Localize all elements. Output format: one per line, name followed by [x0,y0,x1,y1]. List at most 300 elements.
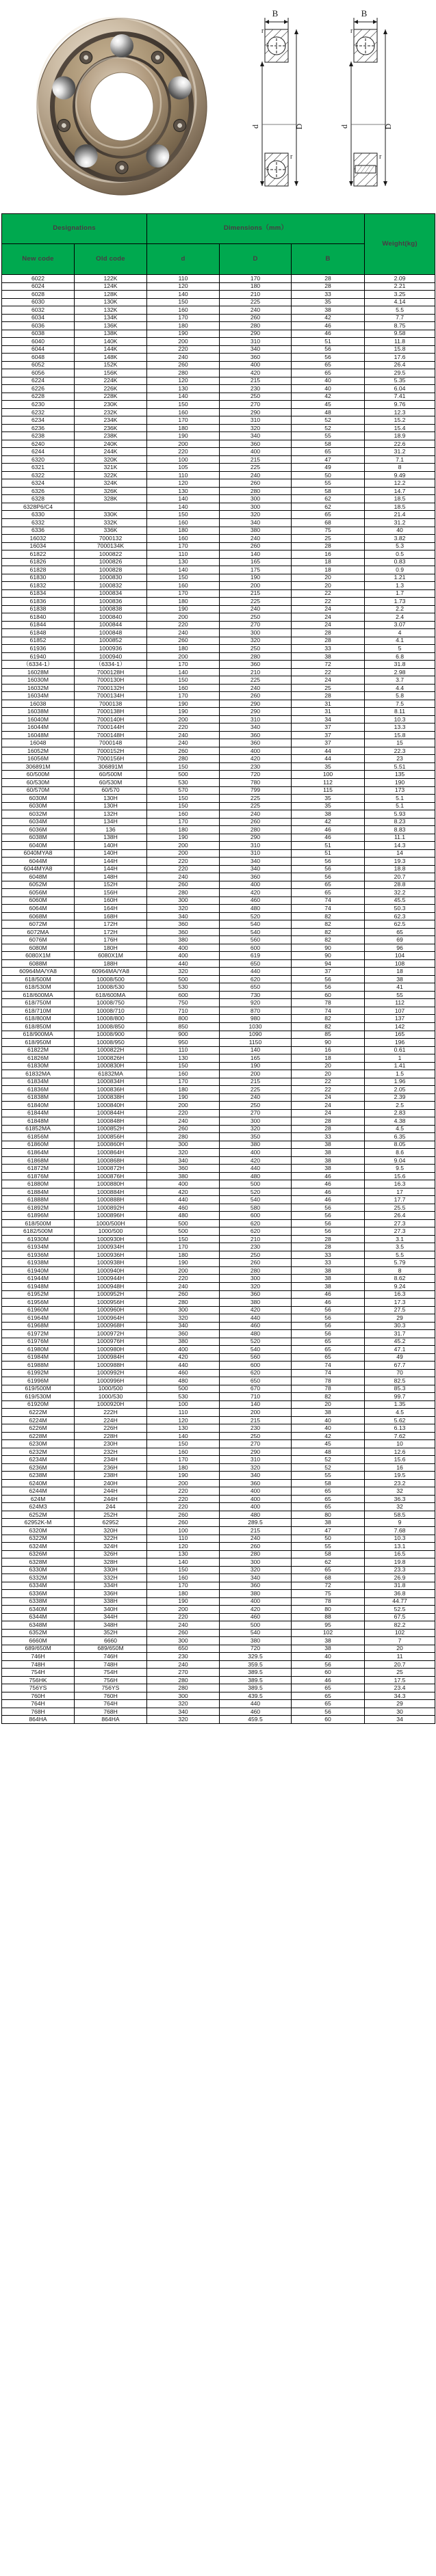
cell-new-code: 16052M [2,747,75,755]
cell-new-code: 6332 [2,518,75,527]
cell-old-code: 1000896H [75,1212,147,1220]
cell-weight: 19.5 [365,1472,435,1480]
cell-old-code: 768H [75,1708,147,1716]
cell-weight: 32.2 [365,889,435,897]
cell-weight: 13.1 [365,1543,435,1551]
cell-weight: 29.5 [365,369,435,377]
cell-dim-d: 240 [147,873,220,881]
cell-old-code: 618/600MA [75,991,147,999]
cell-weight: 12.2 [365,479,435,488]
cell-dim-D: 320 [220,1125,292,1133]
cell-old-code: 1000/530 [75,1393,147,1401]
cell-weight: 3.82 [365,535,435,543]
cell-new-code: 760H [2,1692,75,1700]
cell-dim-B: 55 [292,479,365,488]
cell-new-code: 61844 [2,621,75,629]
cell-weight: 5 [365,645,435,653]
cell-old-code: 322K [75,471,147,479]
cell-dim-B: 95 [292,1621,365,1630]
cell-dim-d: 270 [147,1669,220,1677]
cell-new-code: 618/600MA [2,991,75,999]
cell-dim-B: 28 [292,275,365,283]
cell-new-code: 6348M [2,1621,75,1630]
table-row [2,1708,435,1716]
table-row [2,1369,435,1377]
cell-dim-D: 240 [220,471,292,479]
cell-dim-D: 140 [220,1046,292,1054]
cell-dim-B: 82 [292,1393,365,1401]
cell-dim-B: 42 [292,314,365,322]
cell-dim-d: 570 [147,786,220,795]
cell-new-code: 61952M [2,1290,75,1299]
cell-weight: 18.5 [365,503,435,511]
dim-label-r-bottom-2: r [379,153,382,161]
cell-old-code: 330K [75,511,147,519]
cell-dim-D: 230 [220,385,292,393]
cell-dim-d: 480 [147,1212,220,1220]
cell-old-code: 230K [75,401,147,409]
cell-weight: 29 [365,1700,435,1708]
cell-dim-D: 310 [220,842,292,850]
cell-dim-d: 480 [147,1377,220,1385]
cell-dim-d: 190 [147,700,220,708]
cell-new-code: 61992M [2,1369,75,1377]
cell-dim-d: 420 [147,1353,220,1362]
table-row [2,959,435,968]
cell-dim-B: 102 [292,1629,365,1637]
cell-dim-B: 28 [292,1243,365,1251]
cell-dim-D: 400 [220,448,292,456]
table-row [2,1046,435,1054]
cell-weight: 4.1 [365,637,435,645]
cell-new-code: 6321 [2,464,75,472]
cell-dim-d: 240 [147,1621,220,1630]
cell-old-code: 136 [75,826,147,834]
table-row [2,652,435,661]
cell-old-code: 1000992H [75,1369,147,1377]
table-row [2,393,435,401]
cell-dim-d: 500 [147,1219,220,1227]
cell-new-code: 16038 [2,700,75,708]
cell-dim-d: 220 [147,1613,220,1621]
cell-dim-d: 710 [147,1007,220,1015]
cell-weight: 8.83 [365,826,435,834]
cell-weight: 22.3 [365,747,435,755]
cell-old-code: 1000972H [75,1330,147,1338]
table-row [2,1022,435,1031]
table-row [2,448,435,456]
cell-dim-D: 250 [220,1102,292,1110]
cell-old-code: 1000830H [75,1062,147,1070]
cell-dim-d: 220 [147,448,220,456]
cell-weight: 27.3 [365,1219,435,1227]
cell-old-code: 334H [75,1582,147,1590]
cell-old-code: 134H [75,818,147,826]
cell-new-code: 61996M [2,1377,75,1385]
table-row [2,999,435,1007]
table-row [2,527,435,535]
cell-weight: 13.3 [365,723,435,732]
cell-dim-D: 290 [220,1448,292,1456]
table-row [2,983,435,992]
cell-dim-D: 310 [220,715,292,723]
table-row [2,1424,435,1433]
cell-dim-D: 250 [220,393,292,401]
table-row [2,834,435,842]
cell-old-code: 332K [75,518,147,527]
cell-dim-D: 600 [220,944,292,952]
cell-weight: 6.04 [365,385,435,393]
table-row [2,361,435,369]
cell-weight: 8.11 [365,708,435,716]
cell-new-code: 61832MA [2,1070,75,1078]
cell-new-code: 306891M [2,762,75,771]
cell-new-code: 624M [2,1495,75,1503]
cell-new-code: 618/900MA [2,1031,75,1039]
cell-dim-d: 220 [147,621,220,629]
cell-new-code: 6322M [2,1535,75,1543]
cell-old-code: 132H [75,810,147,819]
table-row [2,1463,435,1472]
cell-dim-B: 90 [292,944,365,952]
cell-dim-B: 55 [292,1472,365,1480]
cell-dim-D: 225 [220,298,292,306]
table-row [2,574,435,582]
table-row [2,912,435,920]
cell-dim-B: 51 [292,842,365,850]
cell-weight: 31.8 [365,661,435,669]
cell-weight: 1.3 [365,582,435,590]
cell-dim-B: 20 [292,1062,365,1070]
cell-dim-D: 600 [220,1362,292,1370]
cell-new-code: 61834M [2,1078,75,1086]
cell-dim-D: 260 [220,314,292,322]
cell-dim-B: 38 [292,1637,365,1645]
cell-dim-D: 320 [220,1283,292,1291]
table-row [2,1669,435,1677]
cell-dim-d: 190 [147,1597,220,1606]
cell-new-code: 61940M [2,1266,75,1275]
cell-new-code: 6240 [2,440,75,448]
cell-dim-B: 28 [292,1125,365,1133]
cell-dim-D: 320 [220,511,292,519]
table-row [2,1102,435,1110]
cell-dim-d: 190 [147,708,220,716]
cell-new-code: 6352M [2,1629,75,1637]
cell-dim-B: 78 [292,1385,365,1393]
cell-dim-d: 200 [147,849,220,858]
cell-weight: 45.5 [365,897,435,905]
table-row [2,1054,435,1063]
cell-dim-D: 440 [220,1165,292,1173]
cell-dim-d: 300 [147,1141,220,1149]
cell-weight: 47.1 [365,1346,435,1354]
cell-dim-D: 210 [220,1235,292,1243]
cell-weight: 23.2 [365,1479,435,1487]
cell-dim-B: 38 [292,1409,365,1417]
cell-weight: 15.8 [365,345,435,354]
table-row [2,944,435,952]
cell-dim-D: 420 [220,889,292,897]
cell-old-code: 60964MA/YA8 [75,968,147,976]
column-header-d: d [147,244,220,275]
cell-old-code: 1000872H [75,1165,147,1173]
cell-dim-d: 180 [147,1463,220,1472]
cell-dim-B: 28 [292,637,365,645]
cell-dim-D: 360 [220,873,292,881]
cell-new-code: 6222M [2,1409,75,1417]
cell-dim-B: 62 [292,1558,365,1567]
cell-new-code: 6238 [2,432,75,440]
cell-dim-B: 56 [292,1314,365,1323]
cell-dim-D: 420 [220,1606,292,1614]
table-row [2,1606,435,1614]
cell-dim-D: 175 [220,566,292,574]
cell-dim-D: 240 [220,605,292,613]
cell-old-code: 864HA [75,1716,147,1724]
table-row [2,1597,435,1606]
table-row [2,936,435,944]
table-row [2,1125,435,1133]
cell-dim-D: 400 [220,1503,292,1511]
cell-dim-d: 190 [147,330,220,338]
cell-new-code: 6038M [2,834,75,842]
table-row [2,1582,435,1590]
cell-weight: 196 [365,1039,435,1047]
cell-dim-D: 240 [220,1535,292,1543]
cell-dim-d: 220 [147,1503,220,1511]
cell-dim-d: 260 [147,1125,220,1133]
cell-weight: 4.5 [365,1125,435,1133]
cell-old-code: 1000940 [75,652,147,661]
cell-dim-B: 65 [292,889,365,897]
cell-dim-d: 280 [147,1133,220,1141]
cell-dim-B: 35 [292,795,365,803]
cell-dim-D: 350 [220,1133,292,1141]
cell-dim-B: 48 [292,1448,365,1456]
cell-weight: 31.2 [365,518,435,527]
cell-weight: 7.62 [365,1432,435,1440]
cell-dim-B: 72 [292,1582,365,1590]
cell-new-code: 6324 [2,479,75,488]
cell-dim-D: 225 [220,676,292,685]
cell-new-code: 61844M [2,1109,75,1117]
table-row [2,975,435,983]
table-row [2,511,435,519]
table-row [2,1275,435,1283]
cell-new-code: 61836 [2,598,75,606]
cell-dim-d: 530 [147,779,220,787]
cell-dim-D: 310 [220,338,292,346]
cell-old-code: 1000848 [75,629,147,637]
cell-old-code: 1000868H [75,1156,147,1165]
cell-dim-D: 600 [220,1212,292,1220]
cell-new-code: 6330M [2,1566,75,1574]
cell-dim-d: 220 [147,1109,220,1117]
cell-dim-d: 110 [147,1535,220,1543]
cell-new-code: 61830M [2,1062,75,1070]
cell-dim-d: 130 [147,1054,220,1063]
cell-old-code [75,503,147,511]
cell-new-code: 6088M [2,959,75,968]
cell-weight: 10 [365,1440,435,1448]
cell-old-code: 1000934H [75,1243,147,1251]
cell-dim-B: 40 [292,377,365,385]
cell-new-code: 61892M [2,1204,75,1212]
table-row [2,1235,435,1243]
cell-new-code: 6040MYA8 [2,849,75,858]
cell-dim-B: 25 [292,684,365,692]
cell-dim-B: 68 [292,1574,365,1582]
cell-dim-B: 50 [292,1535,365,1543]
cell-old-code: 1000988H [75,1362,147,1370]
cell-old-code: 128K [75,291,147,299]
cell-old-code: 748H [75,1660,147,1669]
cell-dim-D: 650 [220,959,292,968]
cell-dim-B: 24 [292,605,365,613]
cell-old-code: 10008/800 [75,1015,147,1023]
cell-dim-d: 180 [147,322,220,330]
cell-dim-d: 380 [147,1338,220,1346]
cell-dim-B: 22 [292,598,365,606]
cell-weight: 27.3 [365,1227,435,1236]
cell-dim-D: 215 [220,1526,292,1535]
cell-dim-d: 140 [147,668,220,676]
cell-dim-B: 45 [292,1440,365,1448]
cell-dim-d: 160 [147,518,220,527]
cell-dim-B: 75 [292,1590,365,1598]
cell-old-code: 340H [75,1606,147,1614]
cell-new-code: 754H [2,1669,75,1677]
cell-dim-D: 310 [220,1456,292,1464]
cell-weight: 14 [365,849,435,858]
cell-dim-D: 270 [220,1109,292,1117]
cell-dim-D: 270 [220,401,292,409]
cell-dim-D: 240 [220,684,292,692]
cell-dim-D: 400 [220,1495,292,1503]
cell-old-code: 188H [75,959,147,968]
cell-dim-d: 280 [147,889,220,897]
cell-weight: 30 [365,1708,435,1716]
cell-dim-d: 240 [147,354,220,362]
cell-weight: 173 [365,786,435,795]
cell-dim-B: 56 [292,1322,365,1330]
table-row [2,645,435,653]
cell-dim-d: 340 [147,1322,220,1330]
cell-dim-B: 38 [292,652,365,661]
cell-dim-d: 150 [147,795,220,803]
cell-old-code: 352H [75,1629,147,1637]
cell-new-code: 16044M [2,723,75,732]
cell-new-code: 6228 [2,393,75,401]
table-row [2,897,435,905]
cell-dim-D: 460 [220,1613,292,1621]
table-row [2,708,435,716]
cell-dim-D: 289.5 [220,1519,292,1527]
cell-old-code: 244H [75,1487,147,1496]
cell-dim-B: 62 [292,503,365,511]
table-head [2,214,435,275]
table-row [2,314,435,322]
cell-weight: 18.5 [365,495,435,503]
cell-dim-D: 780 [220,779,292,787]
cell-dim-d: 180 [147,1086,220,1094]
cell-dim-D: 540 [220,920,292,929]
table-row [2,1637,435,1645]
cell-old-code: 1000826 [75,558,147,566]
cell-new-code: 16034 [2,542,75,550]
cell-dim-B: 65 [292,1487,365,1496]
cell-dim-D: 920 [220,999,292,1007]
cell-weight: 15.6 [365,1172,435,1180]
cell-dim-D: 190 [220,574,292,582]
cell-new-code: 618/800M [2,1015,75,1023]
cell-dim-D: 340 [220,1472,292,1480]
cell-weight: 30.3 [365,1322,435,1330]
cell-old-code: 338H [75,1597,147,1606]
cell-weight: 11.1 [365,834,435,842]
cell-new-code: 6236M [2,1463,75,1472]
cell-dim-d: 200 [147,338,220,346]
cell-dim-B: 20 [292,1400,365,1409]
cell-dim-D: 400 [220,361,292,369]
cell-dim-D: 340 [220,518,292,527]
cell-dim-d: 180 [147,1251,220,1259]
cell-dim-D: 310 [220,849,292,858]
cell-weight: 31.8 [365,1582,435,1590]
cell-dim-D: 215 [220,1416,292,1424]
cell-new-code: 748H [2,1660,75,1669]
cell-dim-B: 33 [292,291,365,299]
cell-new-code: 6230M [2,1440,75,1448]
cell-dim-D: 165 [220,1054,292,1063]
cell-dim-D: 360 [220,661,292,669]
table-row [2,1117,435,1126]
cell-dim-d: 850 [147,1022,220,1031]
cell-new-code: 61938M [2,1259,75,1267]
cell-dim-B: 58 [292,440,365,448]
cell-old-code: 1000822H [75,1046,147,1054]
cell-old-code: 7000128H [75,668,147,676]
cell-dim-D: 230 [220,1424,292,1433]
cell-old-code: 1000840 [75,613,147,622]
cell-old-code: 252H [75,1511,147,1519]
cell-new-code: 60/570M [2,786,75,795]
cell-dim-B: 72 [292,661,365,669]
cell-dim-D: 460 [220,1708,292,1716]
cell-dim-B: 46 [292,1188,365,1196]
table-row [2,1007,435,1015]
dim-label-D-2: D [383,123,393,130]
cell-dim-B: 52 [292,424,365,432]
cell-dim-D: 400 [220,1149,292,1157]
cell-dim-d: 150 [147,676,220,685]
cell-dim-B: 42 [292,393,365,401]
table-row [2,1535,435,1543]
cell-old-code: 7000138H [75,708,147,716]
cell-old-code: 7000132H [75,684,147,692]
cell-dim-d: 240 [147,739,220,747]
cell-old-code: 326K [75,487,147,495]
cell-weight: 62.5 [365,920,435,929]
cell-dim-D: 380 [220,1299,292,1307]
cell-weight: 25.5 [365,1204,435,1212]
table-row [2,369,435,377]
cell-weight: 34 [365,1716,435,1724]
cell-dim-B: 65 [292,1495,365,1503]
cell-old-code: 1000832 [75,582,147,590]
cell-dim-d: 300 [147,897,220,905]
